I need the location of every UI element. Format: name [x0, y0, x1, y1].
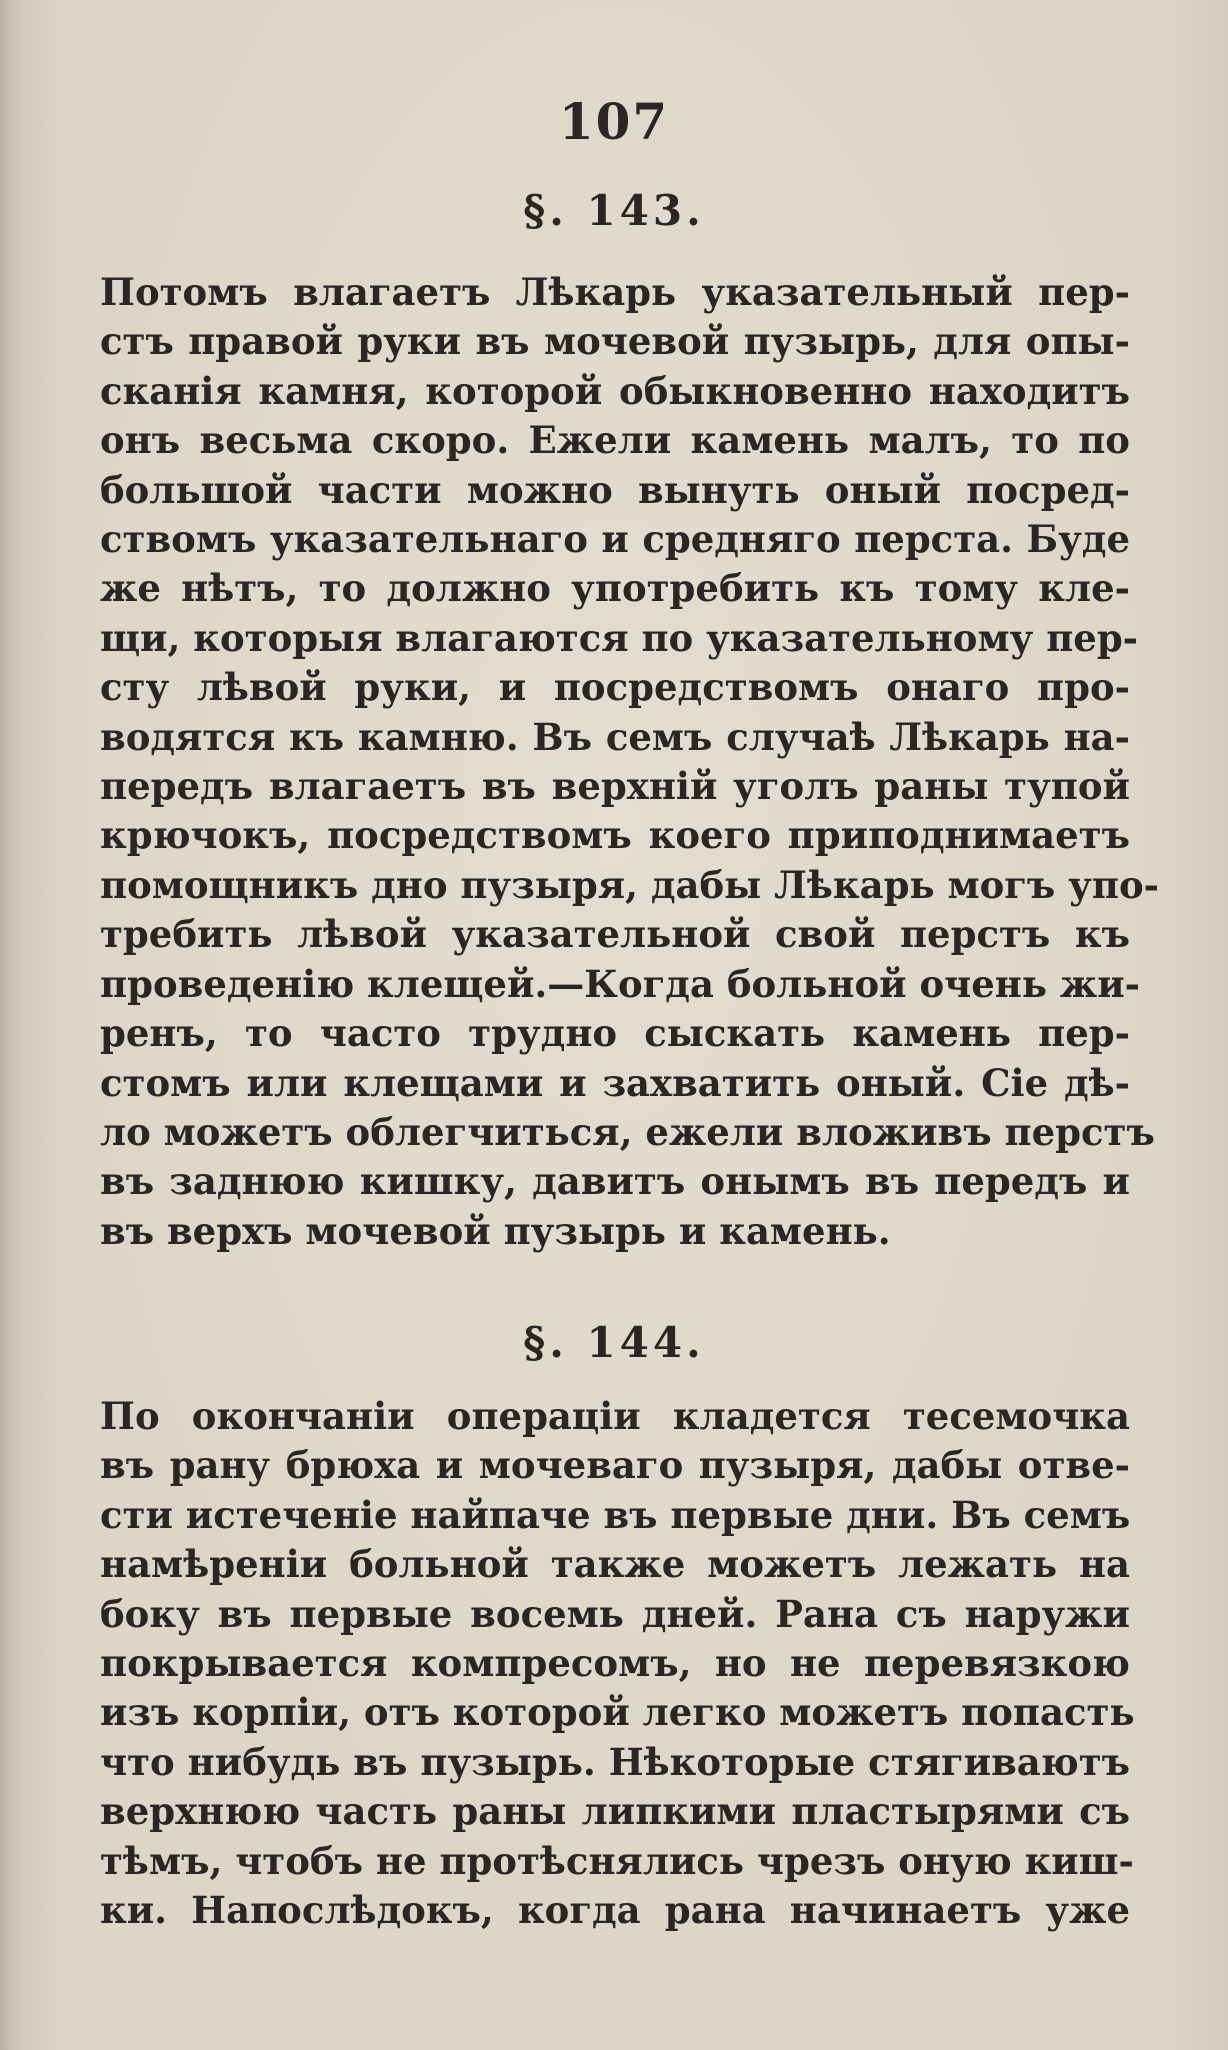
text-line: стъ правой руки въ мочевой пузырь, для опы-: [100, 319, 1130, 364]
text-line: помощникъ дно пузыря, дабы Лѣкарь могъ упо-: [100, 862, 1159, 907]
section-143-heading: §. 143.: [523, 186, 705, 235]
text-line: въ заднюю кишку, давитъ онымъ въ передъ и: [100, 1159, 1130, 1204]
section-144-heading: §. 144.: [523, 1318, 705, 1367]
text-line: ки. Напослѣдокъ, когда рана начинаетъ уже: [100, 1888, 1130, 1933]
text-line: тѣмъ, чтобъ не протѣснялись чрезъ оную киш-: [100, 1838, 1134, 1883]
text-line: изъ корпіи, отъ которой легко можетъ попасть: [100, 1690, 1135, 1735]
text-line: По окончаніи операціи кладется тесемочка: [100, 1394, 1130, 1438]
text-line: ренъ, то часто трудно сыскать камень пер-: [100, 1011, 1130, 1056]
text-line: онъ весьма скоро. Ежели камень малъ, то по: [100, 418, 1130, 463]
text-line: въ верхъ мочевой пузырь и камень.: [100, 1208, 891, 1253]
text-line: большой части можно вынуть оный посред-: [100, 467, 1130, 512]
text-line: Потомъ влагаетъ Лѣкарь указательный пер-: [100, 270, 1130, 314]
text-line: что нибудь въ пузырь. Нѣкоторые стягиваютъ: [100, 1739, 1130, 1784]
text-line: намѣреніи больной также можетъ лежать на: [100, 1542, 1130, 1587]
text-line: же нѣтъ, то должно употребить къ тому кле-: [100, 566, 1130, 611]
section-143-paragraph: [100, 268, 1159, 1256]
text-line: въ рану брюха и мочеваго пузыря, дабы отве-: [100, 1443, 1130, 1488]
text-line: требить лѣвой указательной свой перстъ къ: [100, 912, 1130, 957]
text-line: ло можетъ облегчиться, ежели вложивъ перстъ: [100, 1109, 1155, 1154]
text-line: ствомъ указательнаго и средняго перста. Буде: [100, 517, 1130, 562]
text-line: боку въ первые восемь дней. Рана съ наружи: [100, 1591, 1130, 1636]
text-line: сканія камня, которой обыкновенно находитъ: [100, 368, 1130, 413]
text-line: покрывается компресомъ, но не перевязкою: [100, 1641, 1130, 1686]
section-144-paragraph: [100, 1392, 1135, 1935]
page-number: 107: [558, 92, 670, 151]
text-line: сту лѣвой руки, и посредствомъ онаго про-: [100, 665, 1130, 710]
text-line: крючокъ, посредствомъ коего приподнимаетъ: [100, 813, 1130, 858]
text-line: верхнюю часть раны липкими пластырями съ: [100, 1789, 1130, 1834]
text-line: сти истеченіе найпаче въ первые дни. Въ семъ: [100, 1492, 1131, 1537]
text-line: проведенію клещей.—Когда больной очень жи-: [100, 961, 1140, 1006]
text-line: щи, которыя влагаются по указательному пер-: [100, 615, 1139, 660]
text-line: водятся къ камню. Въ семъ случаѣ Лѣкарь на-: [100, 714, 1130, 759]
text-line: стомъ или клещами и захватить оный. Сіе дѣ-: [100, 1060, 1130, 1105]
text-line: передъ влагаетъ въ верхній уголъ раны тупой: [100, 764, 1130, 809]
